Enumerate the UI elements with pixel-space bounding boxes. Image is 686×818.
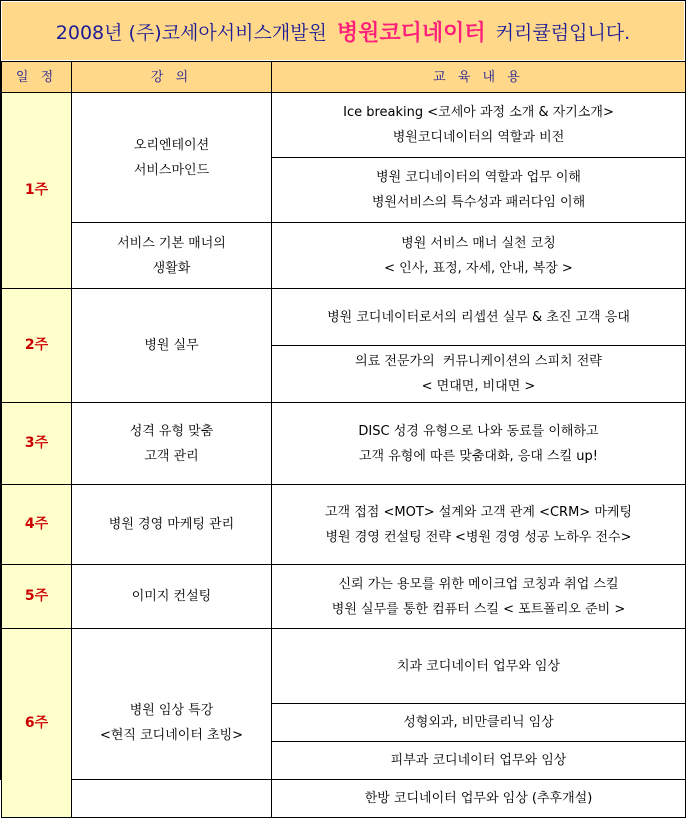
lecture-line: 오리엔테이션 xyxy=(133,137,210,153)
week-cell: 4주 xyxy=(2,485,72,565)
lecture-line: 성격 유형 맞춤 xyxy=(129,423,214,439)
title-suffix: 커리큘럼입니다. xyxy=(495,21,631,44)
week-cell: 1주 xyxy=(2,93,72,289)
lecture-cell xyxy=(72,485,272,565)
content-line: Ice breaking <코세아 과정 소개 & 자기소개> xyxy=(343,105,614,120)
content-line: 성형외과, 비만클리닉 임상 xyxy=(403,715,554,730)
content-line: 치과 코디네이터 업무와 임상 xyxy=(396,658,561,674)
content-line: 의료 전문가의 커뮤니케이션의 스피치 전략 xyxy=(355,354,602,369)
content-line: 고객 접점 <MOT> 설계와 고객 관계 <CRM> 마케팅 xyxy=(324,504,633,520)
header-row xyxy=(2,62,686,93)
table-row xyxy=(2,289,686,346)
lecture-line: 병원 실무 xyxy=(144,338,199,353)
header-schedule: 일 정 xyxy=(2,62,72,93)
content-line: 병원 실무를 통한 컴퓨터 스킬 < 포트폴리오 준비 > xyxy=(331,601,626,617)
title-highlight: 병원코디네이터 xyxy=(336,20,486,46)
lecture-cell xyxy=(72,403,272,485)
content-cell xyxy=(272,346,686,403)
content-cell xyxy=(272,158,686,223)
content-cell xyxy=(272,565,686,629)
content-cell xyxy=(272,289,686,346)
content-line: < 면대면, 비대면 > xyxy=(421,379,536,394)
content-line: 병원 코디네이터의 역할과 업무 이해 xyxy=(376,170,581,185)
curriculum-body xyxy=(2,93,686,818)
lecture-line: 서비스마인드 xyxy=(133,162,210,178)
week-cell: 2주 xyxy=(2,289,72,403)
content-line: 병원서비스의 특수성과 패러다임 이해 xyxy=(371,195,586,210)
content-cell xyxy=(272,403,686,485)
lecture-line: 생활화 xyxy=(152,260,191,276)
week-cell: 6주 xyxy=(2,629,72,818)
lecture-cell xyxy=(72,565,272,629)
content-line: 병원 경영 컨설팅 전략 <병원 경영 성공 노하우 전수> xyxy=(325,529,632,545)
content-line: 한방 코디네이터 업무와 임상 (추후개설) xyxy=(364,791,593,806)
table-row xyxy=(2,629,686,704)
content-line: DISC 성경 유형으로 나와 동료를 이해하고 xyxy=(358,423,599,439)
curriculum-table xyxy=(1,61,686,818)
lecture-line: 서비스 기본 매너의 xyxy=(117,235,226,251)
page-title xyxy=(2,2,684,60)
lecture-cell xyxy=(72,223,272,289)
content-cell xyxy=(272,93,686,158)
header-lecture: 강 의 xyxy=(72,62,272,93)
lecture-line: 고객 관리 xyxy=(144,448,199,464)
table-row xyxy=(2,93,686,158)
content-cell xyxy=(272,704,686,742)
table-row xyxy=(2,565,686,629)
content-cell xyxy=(272,742,686,780)
content-line: 피부과 코디네이터 업무와 임상 xyxy=(390,753,567,768)
content-line: 고객 유형에 따른 맞춤대화, 응대 스킬 up! xyxy=(359,448,598,464)
table-row xyxy=(2,223,686,289)
content-cell xyxy=(272,780,686,818)
lecture-cell xyxy=(72,93,272,223)
header-content: 교 육 내 용 xyxy=(272,62,686,93)
lecture-cell xyxy=(72,289,272,403)
table-row xyxy=(2,403,686,485)
content-line: 병원코디네이터의 역할과 비전 xyxy=(392,130,565,145)
lecture-cell xyxy=(72,629,272,818)
table-row xyxy=(2,485,686,565)
content-line: 신뢰 가는 용모를 위한 메이크업 코칭과 취업 스킬 xyxy=(338,576,619,592)
week-cell: 3주 xyxy=(2,403,72,485)
content-line: < 인사, 표정, 자세, 안내, 복장 > xyxy=(384,260,573,276)
content-cell xyxy=(272,223,686,289)
lecture-line: 병원 경영 마케팅 관리 xyxy=(108,517,235,532)
week-cell: 5주 xyxy=(2,565,72,629)
lecture-line: 병원 임상 특강 xyxy=(129,703,214,718)
lecture-line: <현직 코디네이터 초빙> xyxy=(99,728,244,743)
lecture-line: 이미지 컨설팅 xyxy=(131,589,212,604)
content-cell xyxy=(272,629,686,704)
content-line: 병원 코디네이터로서의 리셉션 실무 & 초진 고객 응대 xyxy=(327,309,630,325)
title-prefix: 2008년 (주)코세아서비스개발원 xyxy=(55,21,327,44)
content-cell xyxy=(272,485,686,565)
content-line: 병원 서비스 매너 실천 코칭 xyxy=(401,235,556,251)
